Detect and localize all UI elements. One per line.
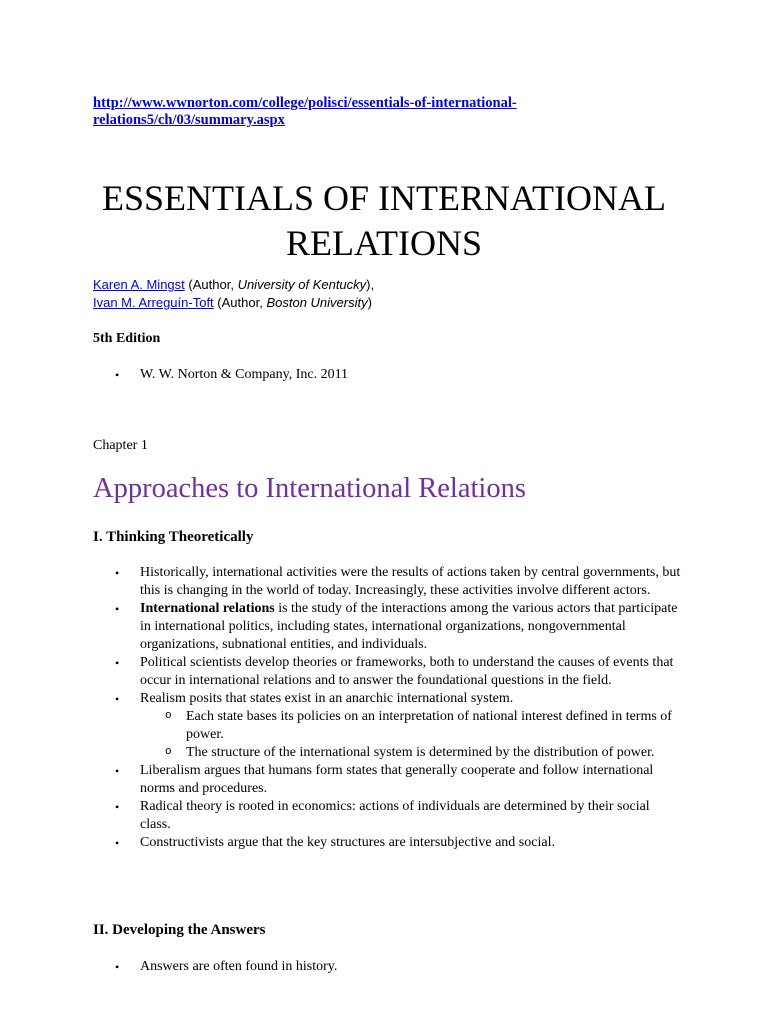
list-item-text: Radical theory is rooted in economics: actions of individuals are determined by their social class. xyxy=(140,799,650,832)
chapter-title: Approaches to International Relations xyxy=(93,473,526,504)
author-role: Author xyxy=(221,295,260,310)
author-line: Ivan M. Arreguín-Toft (Author, Boston University) xyxy=(93,295,372,310)
list-item xyxy=(93,564,683,600)
publisher-item: • W. W. Norton & Company, Inc. 2011 xyxy=(93,366,693,384)
list-item-text: Liberalism argues that humans form states that generally cooperate and follow international norms and procedures. xyxy=(140,763,654,796)
author-link[interactable]: Ivan M. Arreguín-Toft xyxy=(93,295,214,310)
section-bullet-list xyxy=(93,564,683,852)
sub-list xyxy=(140,708,683,762)
chapter-label: Chapter 1 xyxy=(93,438,148,453)
author-line: Karen A. Mingst (Author, University of Kentucky), xyxy=(93,277,375,292)
author-role: Author xyxy=(192,277,231,292)
list-item xyxy=(93,600,683,654)
list-item xyxy=(93,834,683,852)
list-item-text: Constructivists argue that the key structures are intersubjective and social. xyxy=(140,835,555,850)
section-heading: I. Thinking Theoretically xyxy=(93,529,254,545)
author-suffix: ), xyxy=(366,277,375,292)
document-title: ESSENTIALS OF INTERNATIONAL RELATIONS xyxy=(102,178,666,263)
key-term: International relations xyxy=(140,601,275,616)
list-item-text: is the study of the interactions among the various actors that participate in international politics, including states, international organizations, nongovernmental organizations, subnational entities, and individuals. xyxy=(140,601,678,652)
list-item xyxy=(93,958,683,976)
list-item xyxy=(93,690,683,762)
list-item xyxy=(93,762,683,798)
edition-label: 5th Edition xyxy=(93,331,161,346)
list-item xyxy=(93,654,683,690)
author-affiliation: Boston University xyxy=(266,295,368,310)
list-item-text: Historically, international activities were the results of actions taken by central governments, but this is changing in the world of today. Increasingly, these activities involve different actors. xyxy=(140,565,681,598)
list-item-text: Political scientists develop theories or frameworks, both to understand the causes of events that occur in international relations and to answer the foundational questions in the field. xyxy=(140,655,674,688)
source-url-link[interactable]: http://www.wwnorton.com/college/polisci/essentials-of-international-relations5/ch/03/summary.aspx xyxy=(93,95,517,128)
publisher-list xyxy=(93,366,693,384)
author-affiliation: University of Kentucky xyxy=(237,277,367,292)
author-link[interactable]: Karen A. Mingst xyxy=(93,277,185,292)
section-heading: II. Developing the Answers xyxy=(93,922,266,938)
list-item-text: Realism posits that states exist in an anarchic international system. xyxy=(140,691,514,706)
author-suffix: ) xyxy=(367,295,372,310)
section-bullet-list xyxy=(93,958,683,976)
sub-list-item: o The structure of the international system is determined by the distribution of power. xyxy=(140,744,683,762)
sub-list-item: o Each state bases its policies on an interpretation of national interest defined in terms of power. xyxy=(140,708,683,744)
list-item-text: Answers are often found in history. xyxy=(140,959,338,974)
author-list xyxy=(93,276,693,312)
list-item xyxy=(93,798,683,834)
